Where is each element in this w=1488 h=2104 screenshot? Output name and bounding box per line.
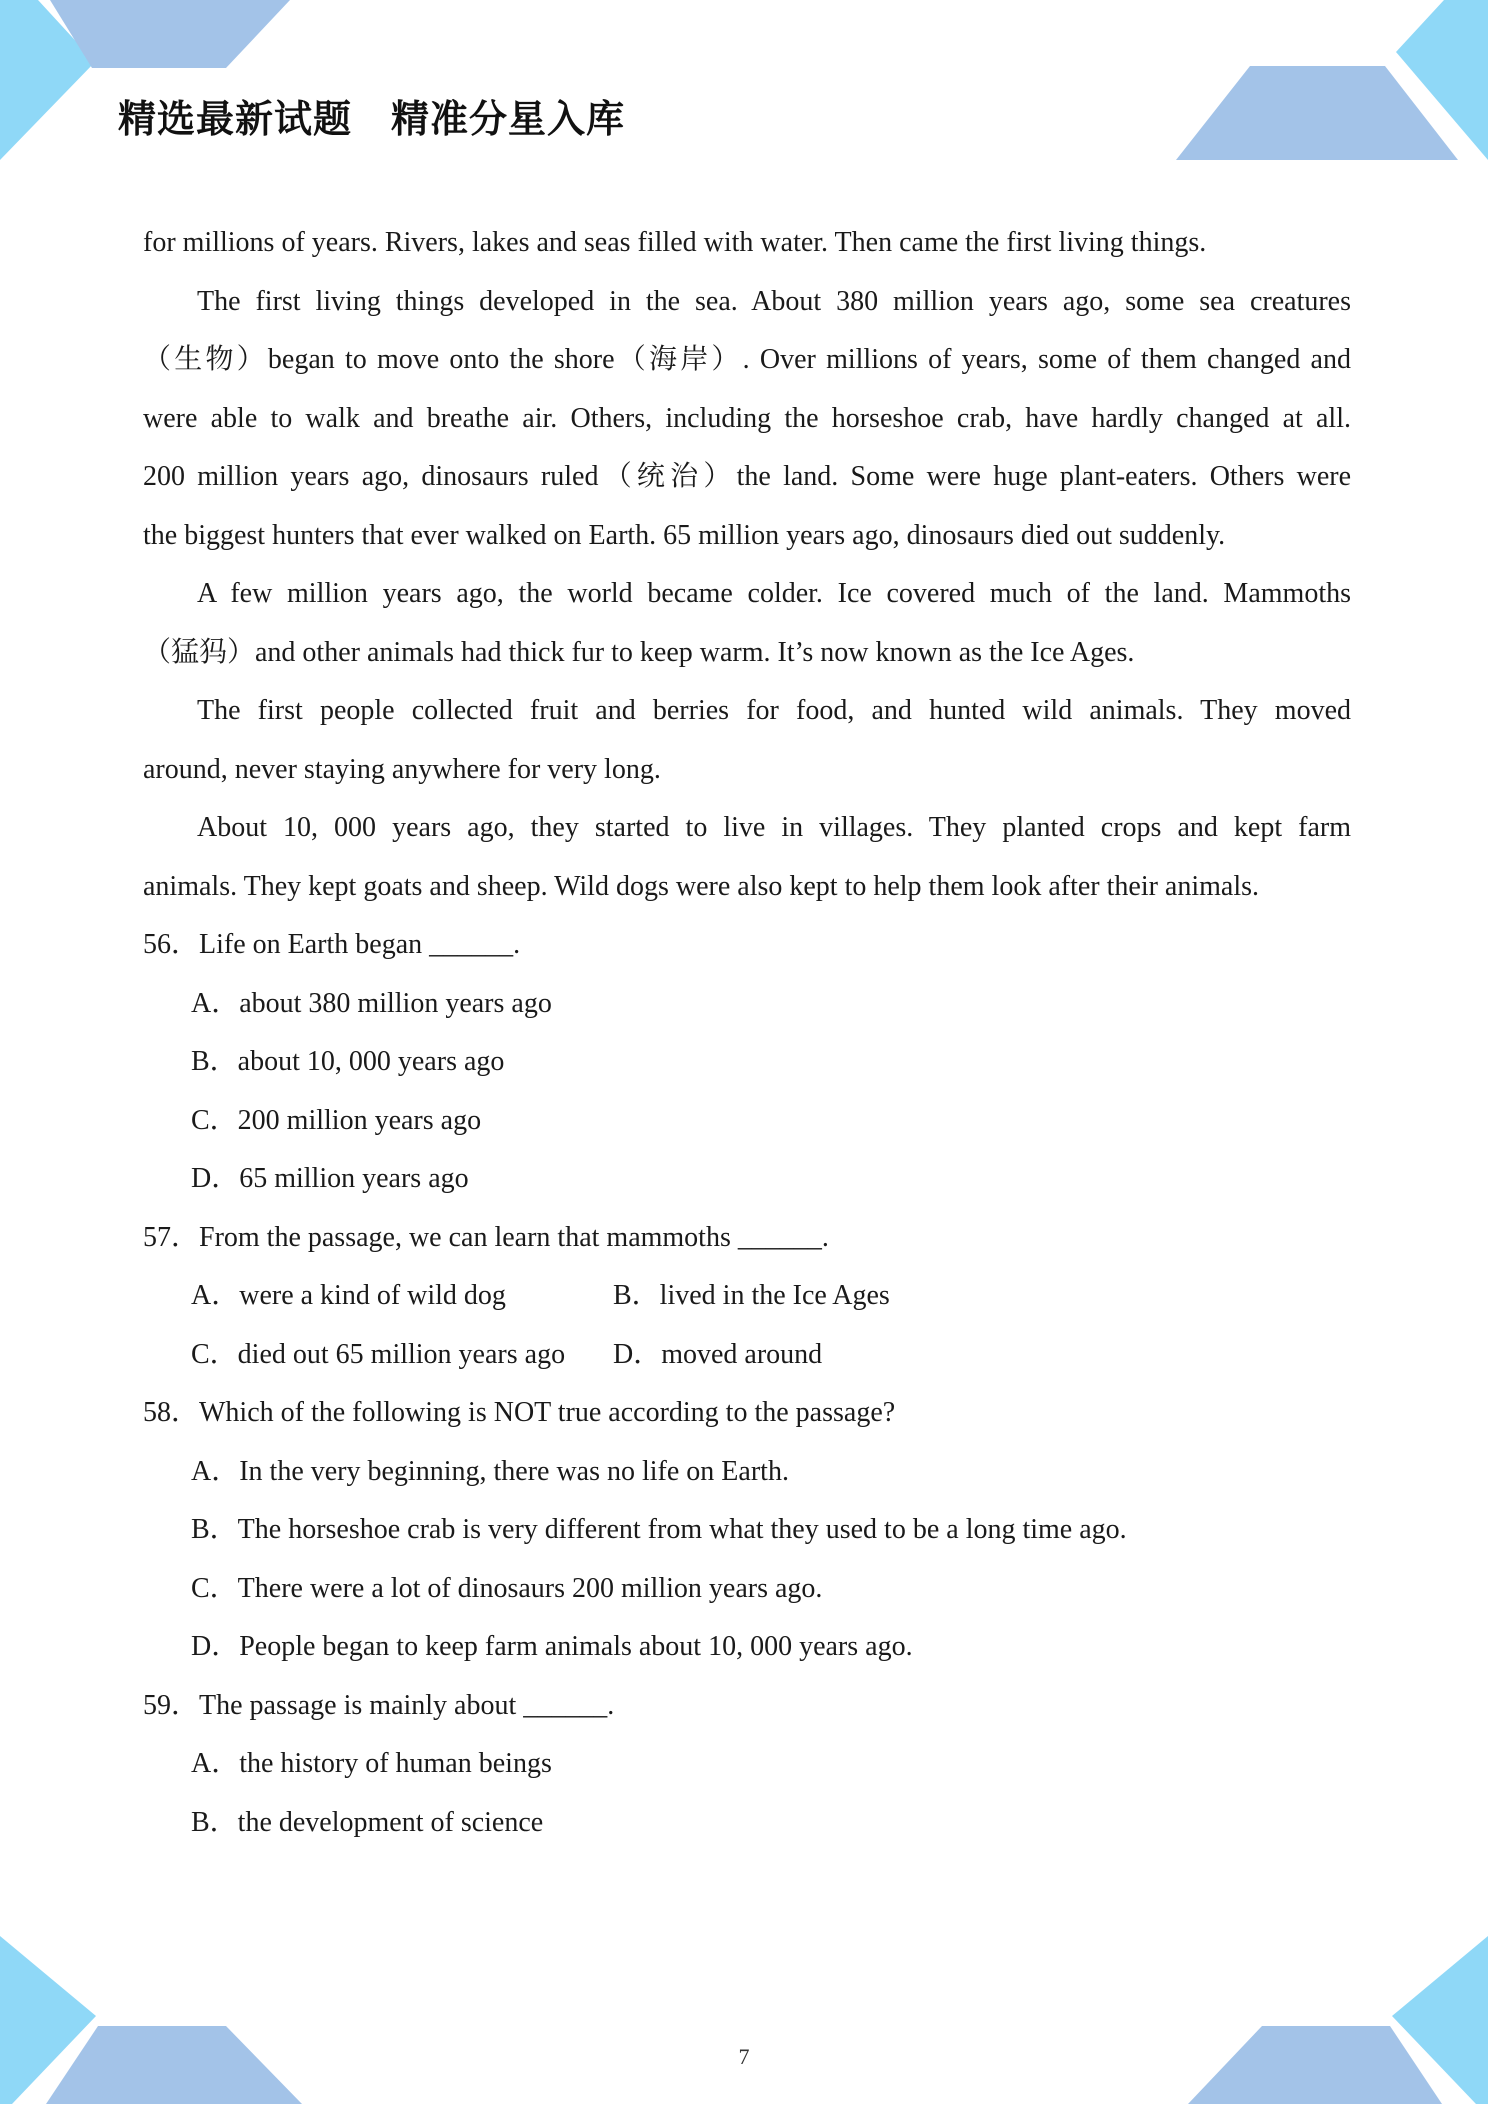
question-59-option-b: B．the development of science (191, 1806, 544, 1838)
question-57-options-row-2 (143, 1326, 1351, 1385)
question-58-option-c: C．There were a lot of dinosaurs 200 million years ago. (191, 1572, 823, 1604)
question-56-option-c: C．200 million years ago (191, 1104, 482, 1136)
question-57-option-d: D．moved around (613, 1338, 823, 1370)
question-57-option-a: A．were a kind of wild dog (191, 1280, 506, 1311)
passage-line: （生物）began to move onto the shore（海岸）. Over millions of years, some of them changed and (143, 344, 1351, 375)
passage-line: The first living things developed in the sea. About 380 million years ago, some sea creatures (197, 285, 1351, 317)
question-58-option-b: B．The horseshoe crab is very different from what they used to be a long time ago. (191, 1514, 1127, 1545)
passage-line: 200 million years ago, dinosaurs ruled（统治）the land. Some were huge plant-eaters. Others were (143, 461, 1351, 492)
passage-line: About 10, 000 years ago, they started to live in villages. They planted crops and kept farm (197, 812, 1351, 843)
header-title: 精选最新试题 精准分星入库 (118, 97, 626, 141)
question-58-option-a: A．In the very beginning, there was no life on Earth. (191, 1455, 789, 1487)
passage-line: the biggest hunters that ever walked on Earth. 65 million years ago, dinosaurs died out suddenly. (143, 519, 1226, 551)
top-left-corner-trapezoid (50, 0, 290, 68)
question-59-stem: 59．The passage is mainly about ______. (143, 1689, 615, 1721)
question-57-stem: 57．From the passage, we can learn that mammoths ______. (143, 1221, 829, 1253)
question-57-options-row-1 (143, 1267, 1351, 1326)
document-body (143, 214, 1351, 1852)
page-number: 7 (738, 2044, 750, 2069)
passage-line: animals. They kept goats and sheep. Wild dogs were also kept to help them look after their animals. (143, 870, 1260, 902)
question-57-option-b: B．lived in the Ice Ages (613, 1280, 890, 1311)
question-56-stem: 56．Life on Earth began ______. (143, 929, 521, 960)
question-56-option-b: B．about 10, 000 years ago (191, 1046, 505, 1077)
passage-line: A few million years ago, the world became colder. Ice covered much of the land. Mammoths (197, 578, 1351, 609)
question-59-option-a: A．the history of human beings (191, 1748, 552, 1779)
question-56-option-a: A．about 380 million years ago (191, 987, 552, 1019)
passage-line: The first people collected fruit and berries for food, and hunted wild animals. They moved (197, 695, 1351, 726)
passage-line: around, never staying anywhere for very long. (143, 753, 661, 785)
question-58-option-d: D．People began to keep farm animals about 10, 000 years ago. (191, 1631, 913, 1662)
passage-line: for millions of years. Rivers, lakes and seas filled with water. Then came the first living things. (143, 227, 1207, 258)
question-56-option-d: D．65 million years ago (191, 1163, 469, 1194)
question-58-stem: 58．Which of the following is NOT true according to the passage? (143, 1397, 896, 1428)
passage-line: were able to walk and breathe air. Others, including the horseshoe crab, have hardly changed at all. (143, 402, 1351, 434)
top-right-corner-trapezoid (1176, 66, 1458, 160)
question-57-option-c: C．died out 65 million years ago (191, 1338, 566, 1370)
passage-line: （猛犸）and other animals had thick fur to keep warm. It’s now known as the Ice Ages. (143, 636, 1135, 668)
